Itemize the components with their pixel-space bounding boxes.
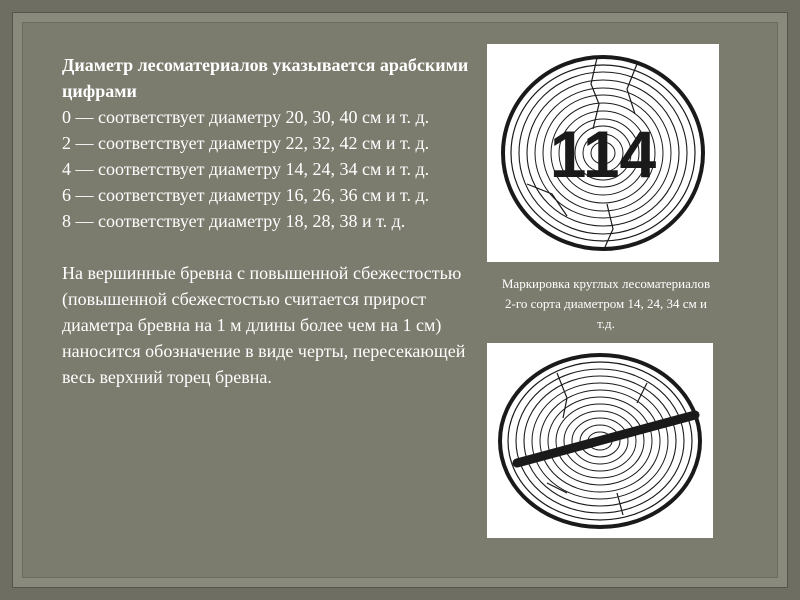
diameter-line: 8 — соответствует диаметру 18, 28, 38 и т. д. <box>62 211 406 231</box>
log-end-line-image <box>487 343 713 538</box>
diameter-line: 6 — соответствует диаметру 16, 26, 36 см и т. д. <box>62 185 430 205</box>
diameter-line: 0 — соответствует диаметру 20, 30, 40 см и т. д. <box>62 107 430 127</box>
paragraph-text: На вершинные бревна с повышенной сбежестостью (повышенной сбежестостью считается прирост диаметра бревна на 1 м длины более чем на 1 см) наносится обозначение в виде черты, пересекающей весь верхний торец бревна. <box>62 263 466 387</box>
heading: Диаметр лесоматериалов указывается арабскими цифрами <box>62 55 469 101</box>
spacer <box>62 234 492 260</box>
figure-caption: Маркировка круглых лесоматериалов 2-го сорта диаметром 14, 24, 34 см и т.д. <box>501 276 711 331</box>
log-end-marking-image <box>487 44 719 262</box>
diameter-line: 4 — соответствует диаметру 14, 24, 34 см и т. д. <box>62 159 430 179</box>
diameter-line: 2 — соответствует диаметру 22, 32, 42 см и т. д. <box>62 133 430 153</box>
marking-number: 114 <box>549 117 657 191</box>
text-block <box>62 52 492 390</box>
log-end-marked-drawing <box>487 44 719 262</box>
log-end-line-drawing <box>487 343 713 538</box>
